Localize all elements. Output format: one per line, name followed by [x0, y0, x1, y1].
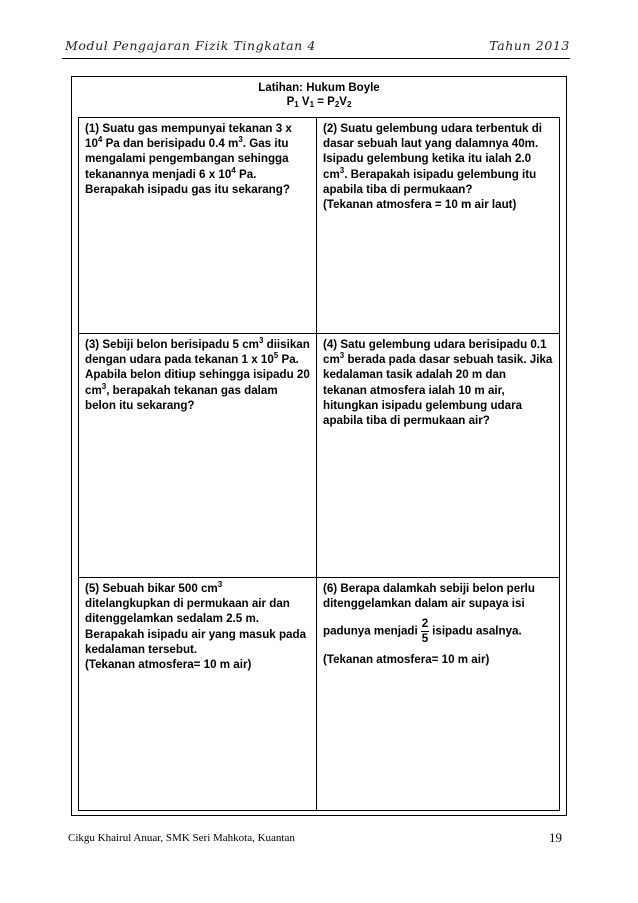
exercise-title-box — [72, 77, 566, 115]
header-year: Tahun 2013 — [489, 38, 570, 53]
header-module-title: Modul Pengajaran Fizik Tingkatan 4 — [65, 38, 316, 53]
question-1: (1) Suatu gas mempunyai tekanan 3 x $10^4$ Pa dan berisipadu 0.4 $m^3$. Gas itu mengalami pengembangan sehingga tekanannya menjadi 6 x $10^4$ Pa. Berapakah isipadu gas itu sekarang? — [79, 118, 317, 334]
question-6: (6) Berapa dalamkah sebiji belon perlu ditenggelamkan dalam air supaya isi padunya menjadi $\frac{2}{5}$ isipadu asalnya. (Tekanan atmosfera= 10 m air) — [323, 582, 535, 667]
exercise-sheet — [71, 76, 567, 816]
footer-author: Cikgu Khairul Anuar, SMK Seri Mahkota, Kuantan — [68, 832, 295, 844]
question-3: (3) Sebiji belon berisipadu 5 $cm^3$ diisikan dengan udara pada tekanan 1 x $10^5$ Pa. Apabila belon ditiup sehingga isipadu 20 $cm^3$, berapakah tekanan gas dalam belon itu sekarang? — [79, 334, 317, 578]
question-2: (2) Suatu gelembung udara terbentuk di dasar sebuah laut yang dalamnya 40m. Isipadu gelembung ketika itu ialah 2.0 $cm^3$. Berapakah isipadu gelembung itu apabila tiba di permukaan? (Tekanan atmosfera = 10 m air laut) — [317, 118, 559, 334]
exercise-title: Latihan: Hukum Boyle — [258, 82, 380, 94]
question-grid — [78, 117, 560, 811]
page-number: 19 — [549, 830, 562, 845]
question-4: (4) Satu gelembung udara berisipadu 0.1 $cm^3$ berada pada dasar sebuah tasik. Jika kedalaman tasik adalah 20 m dan tekanan atmosfera ialah 10 m air, hitungkan isipadu gelembung udara apabila tiba di permukaan air? — [317, 334, 559, 578]
question-5: (5) Sebuah bikar 500 $cm^3$ ditelangkupkan di permukaan air dan ditenggelamkan sedalam 2.5 m. Berapakah isipadu air yang masuk pada kedalaman tersebut. (Tekanan atmosfera= 10 m air) — [79, 578, 317, 810]
boyle-formula: $P_1$ $V_1 = P_2V_2$ — [286, 96, 352, 109]
fraction-two-fifths: $\frac{2}{5}$ — [421, 617, 429, 646]
header-rule — [62, 58, 570, 59]
